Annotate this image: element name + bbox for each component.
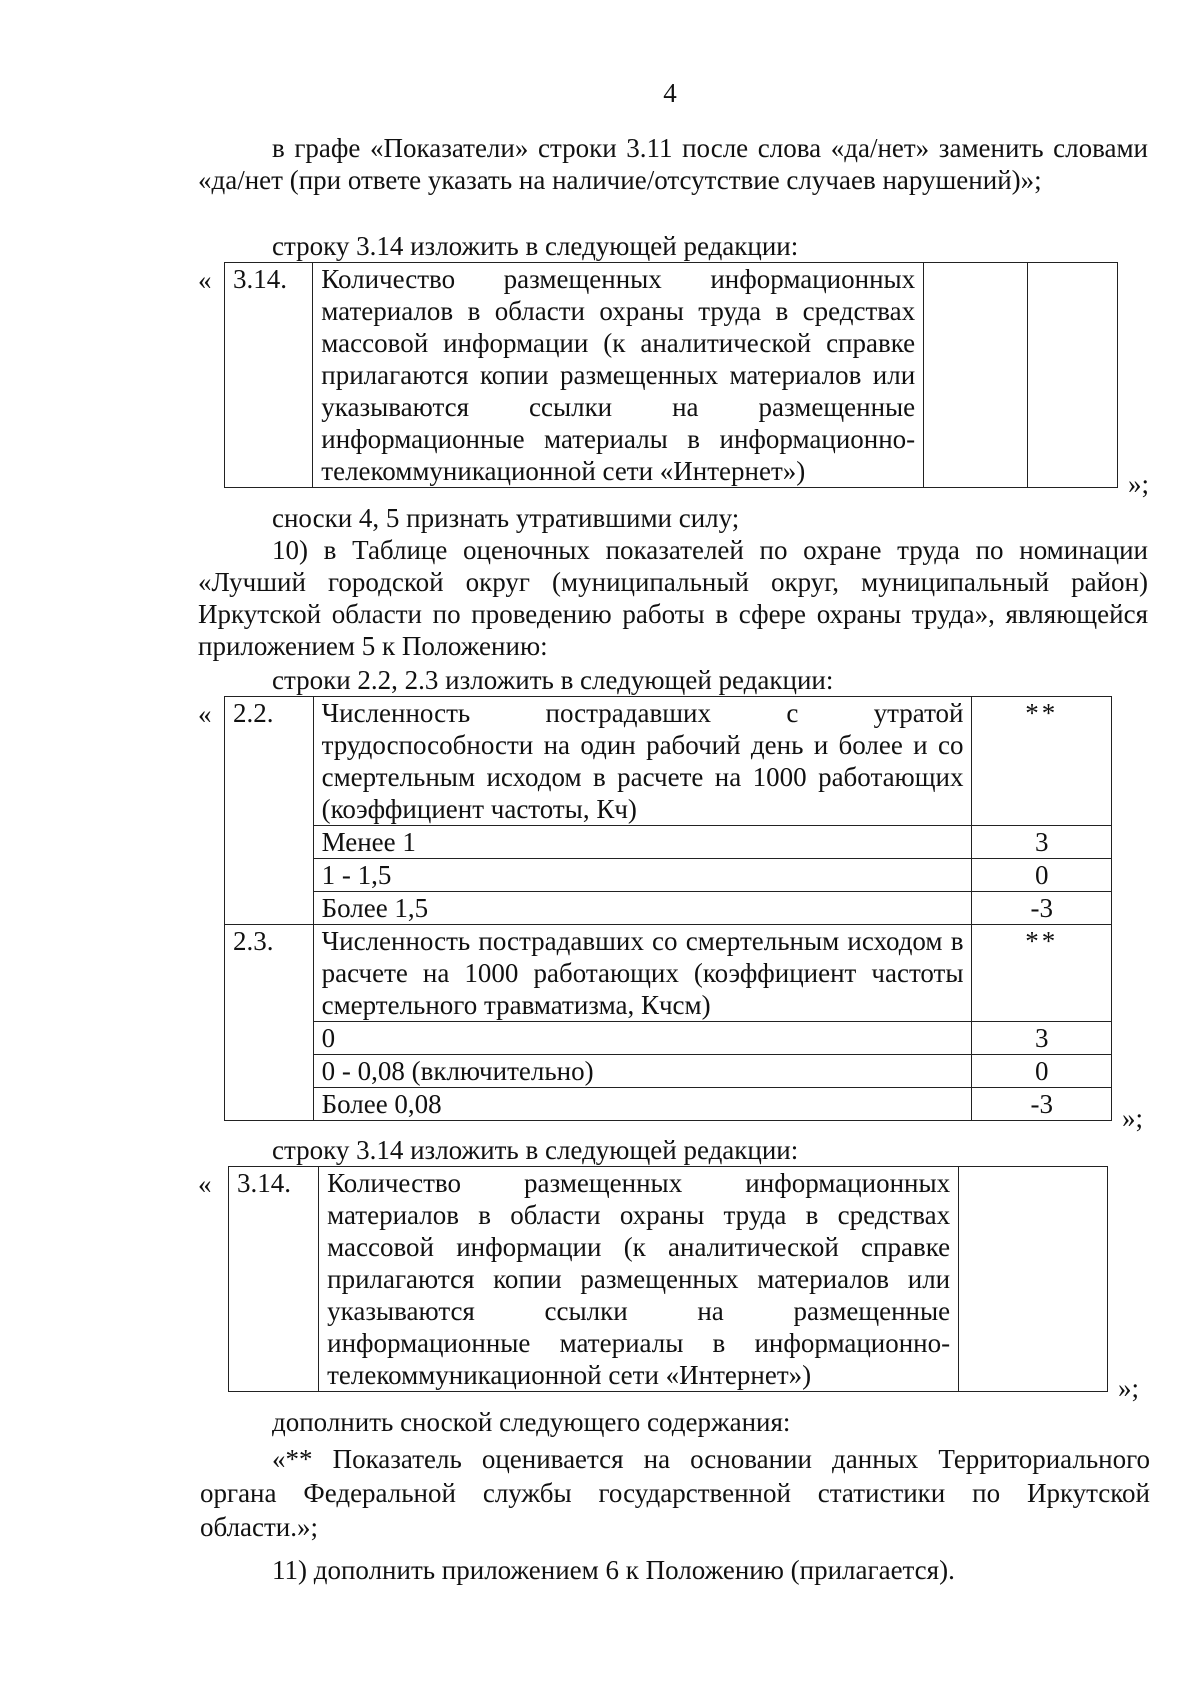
- table-row: [225, 263, 1118, 488]
- table2-row-2-2-option-score: -3: [972, 892, 1112, 925]
- table2-close-quote: »;: [1122, 1103, 1144, 1133]
- paragraph-footnote-text: «** Показатель оценивается на основании данных Территориального органа Федеральной службы государственной статистики по Иркутской области.»;: [200, 1444, 1150, 1542]
- paragraph-item-11: 11) дополнить приложением 6 к Положению (прилагается).: [272, 1555, 955, 1585]
- table2-row-2-2-option-label: Более 1,5: [313, 892, 972, 925]
- table1-empty-cell-1: [924, 263, 1028, 488]
- table3-row-text: Количество размещенных информационных материалов в области охраны труда в средствах массовой информации (к аналитической справке прилагаются копии размещенных материалов или указываются ссылки на размещенные информационные материалы в информационно-телекоммуникационной сети «Интернет»): [319, 1167, 959, 1392]
- table3-empty-cell: [959, 1167, 1108, 1392]
- paragraph-item-10: 10) в Таблице оценочных показателей по охране труда по номинации «Лучший городской округ (муниципальный округ, муниципальный район) Иркутской области по проведению работы в сфере охраны труда», являющейся приложением 5 к Положению:: [198, 535, 1148, 661]
- table2-row-2-3-number: 2.3.: [225, 925, 314, 1121]
- table-row: [225, 859, 1112, 892]
- table3-row-number: 3.14.: [229, 1167, 319, 1392]
- table2-row-2-3-footnote-mark: **: [972, 925, 1112, 1022]
- page-number: 4: [663, 78, 677, 108]
- paragraph-row-3-14-intro-2: строку 3.14 изложить в следующей редакции:: [272, 1135, 799, 1165]
- table3-close-quote: »;: [1118, 1373, 1140, 1403]
- table2-row-2-2-option-label: Менее 1: [313, 826, 972, 859]
- paragraph-footnotes-void: сноски 4, 5 признать утратившими силу;: [272, 503, 740, 533]
- table2-row-2-3-text: Численность пострадавших со смертельным исходом в расчете на 1000 работающих (коэффициент частоты смертельного травматизма, Кчсм): [313, 925, 972, 1022]
- table2-row-2-3-option-label: 0 - 0,08 (включительно): [313, 1055, 972, 1088]
- table2-rows-2-2-2-3: [224, 696, 1112, 1121]
- table-row: [225, 1055, 1112, 1088]
- table2-row-2-3-option-score: 0: [972, 1055, 1112, 1088]
- table1-row-text: Количество размещенных информационных материалов в области охраны труда в средствах массовой информации (к аналитической справке прилагаются копии размещенных материалов или указываются ссылки на размещенные информационные материалы в информационно-телекоммуникационной сети «Интернет»): [313, 263, 924, 488]
- table2-row-2-2-footnote-mark: **: [972, 697, 1112, 826]
- table1-empty-cell-2: [1027, 263, 1117, 488]
- table-row: [225, 892, 1112, 925]
- table2-row-2-2-option-score: 0: [972, 859, 1112, 892]
- table-row: [229, 1167, 1108, 1392]
- table-row: [225, 1088, 1112, 1121]
- table2-row-2-3-option-label: Более 0,08: [313, 1088, 972, 1121]
- table1-close-quote: »;: [1128, 469, 1150, 499]
- table1-row-number: 3.14.: [225, 263, 313, 488]
- table2-row-2-2-number: 2.2.: [225, 697, 314, 925]
- table2-row-2-3-option-score: -3: [972, 1088, 1112, 1121]
- table-row: [225, 925, 1112, 1022]
- table1-row-3-14: [224, 262, 1118, 488]
- paragraph-rows-2-2-2-3-intro: строки 2.2, 2.3 изложить в следующей редакции:: [272, 665, 834, 695]
- table2-row-2-2-option-score: 3: [972, 826, 1112, 859]
- table-row: [225, 697, 1112, 826]
- table2-row-2-2-text: Численность пострадавших с утратой трудоспособности на один рабочий день и более и со смертельным исходом в расчете на 1000 работающих (коэффициент частоты, Кч): [313, 697, 972, 826]
- paragraph-graph-3-11: в графе «Показатели» строки 3.11 после слова «да/нет» заменить словами «да/нет (при ответе указать на наличие/отсутствие случаев нарушений)»;: [198, 133, 1148, 195]
- table2-row-2-3-option-label: 0: [313, 1022, 972, 1055]
- table1-open-quote: «: [198, 265, 212, 295]
- table2-open-quote: «: [198, 699, 212, 729]
- table3-open-quote: «: [198, 1169, 212, 1199]
- paragraph-add-footnote: дополнить сноской следующего содержания:: [272, 1407, 791, 1437]
- table2-row-2-2-option-label: 1 - 1,5: [313, 859, 972, 892]
- table-row: [225, 826, 1112, 859]
- table-row: [225, 1022, 1112, 1055]
- paragraph-row-3-14-intro: строку 3.14 изложить в следующей редакции:: [272, 231, 799, 261]
- table2-row-2-3-option-score: 3: [972, 1022, 1112, 1055]
- table3-row-3-14: [228, 1166, 1108, 1392]
